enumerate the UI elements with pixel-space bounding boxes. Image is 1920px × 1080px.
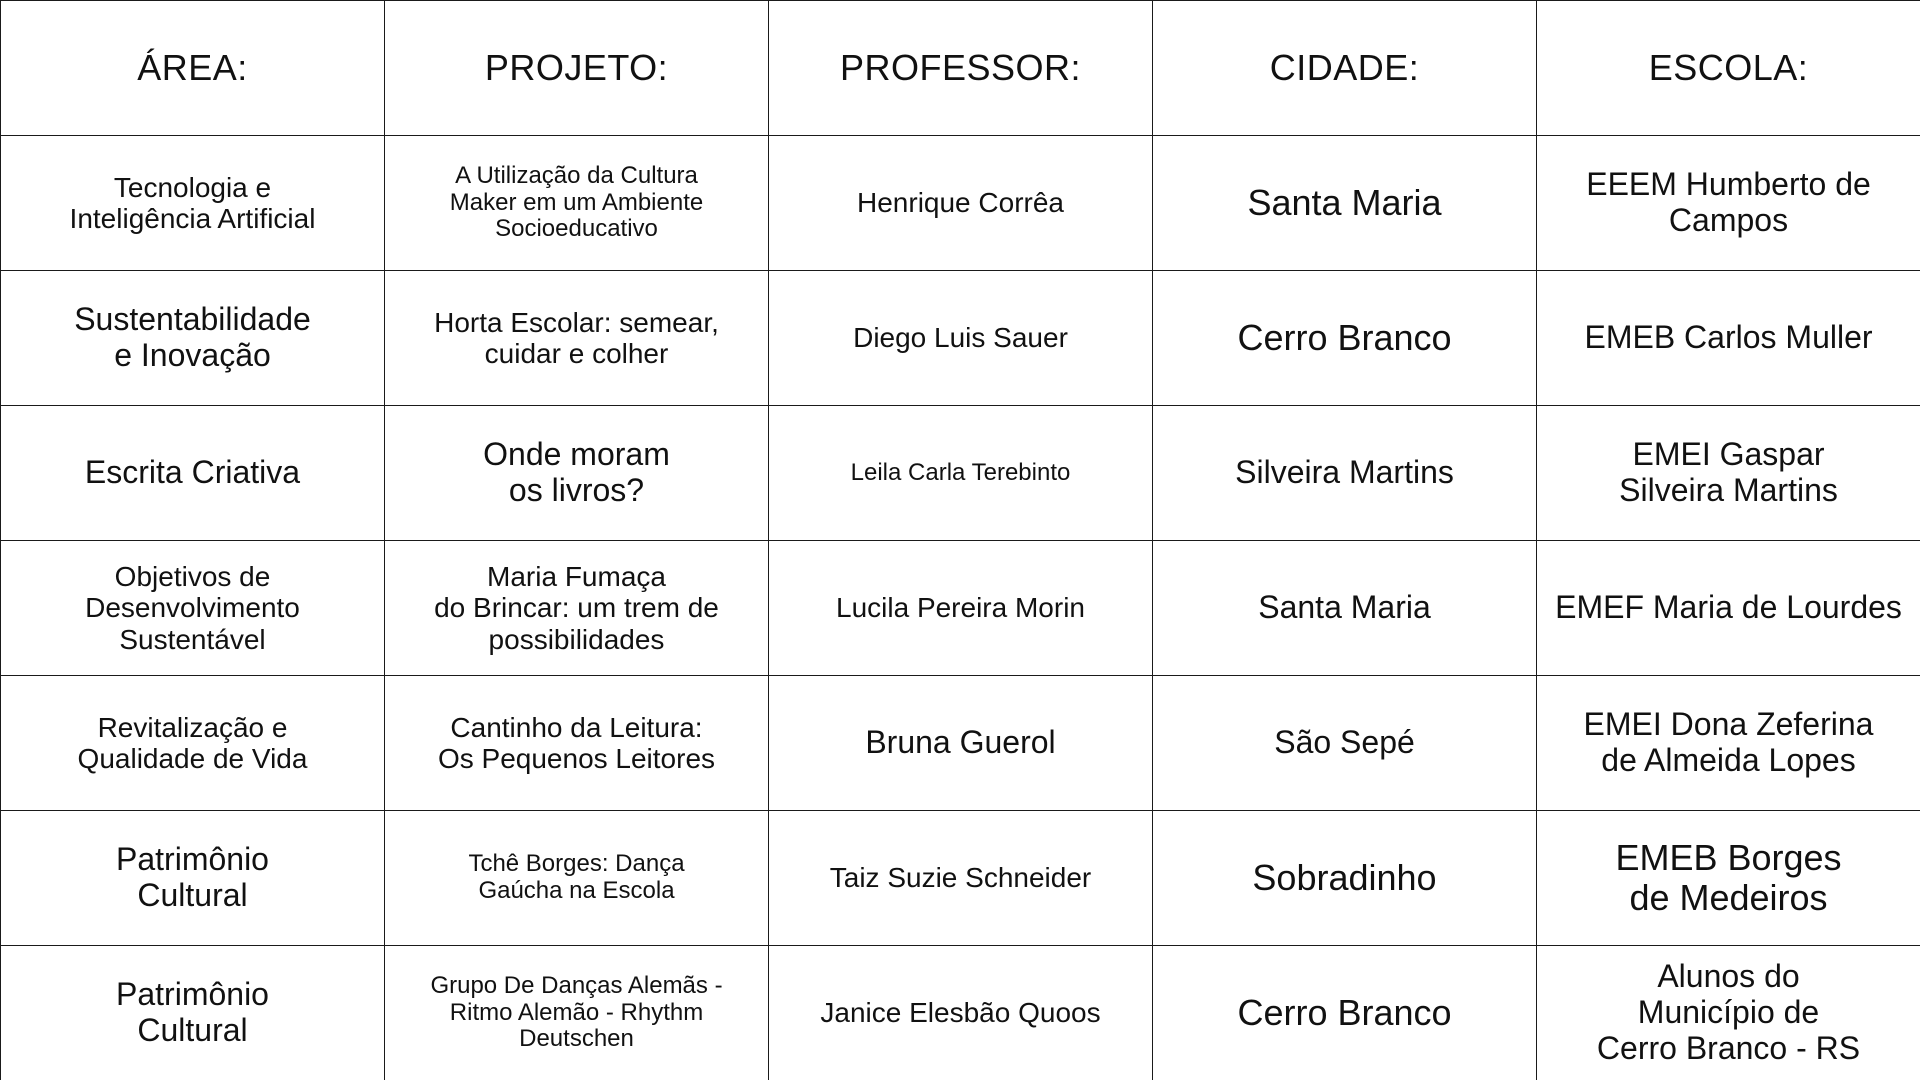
cell-escola: EMEF Maria de Lourdes (1537, 541, 1920, 676)
cell-projeto: Horta Escolar: semear, cuidar e colher (385, 271, 769, 406)
cell-escola: EMEI Dona Zeferina de Almeida Lopes (1537, 676, 1920, 811)
header-escola: ESCOLA: (1537, 1, 1920, 136)
table-row (1, 406, 1920, 541)
cell-projeto: Tchê Borges: Dança Gaúcha na Escola (385, 811, 769, 946)
cell-escola: EMEI Gaspar Silveira Martins (1537, 406, 1920, 541)
cell-professor: Bruna Guerol (769, 676, 1153, 811)
header-row (1, 1, 1920, 136)
table-row (1, 541, 1920, 676)
header-cidade: CIDADE: (1153, 1, 1537, 136)
cell-professor: Leila Carla Terebinto (769, 406, 1153, 541)
cell-area: Tecnologia e Inteligência Artificial (1, 136, 385, 271)
cell-projeto: Grupo De Danças Alemãs - Ritmo Alemão - Rhythm Deutschen (385, 946, 769, 1080)
cell-cidade: Sobradinho (1153, 811, 1537, 946)
table-row (1, 676, 1920, 811)
cell-area: Escrita Criativa (1, 406, 385, 541)
cell-professor: Henrique Corrêa (769, 136, 1153, 271)
cell-cidade: São Sepé (1153, 676, 1537, 811)
cell-cidade: Cerro Branco (1153, 946, 1537, 1080)
table-row (1, 271, 1920, 406)
cell-projeto: A Utilização da Cultura Maker em um Ambiente Socioeducativo (385, 136, 769, 271)
cell-area: Objetivos de Desenvolvimento Sustentável (1, 541, 385, 676)
header-professor: PROFESSOR: (769, 1, 1153, 136)
cell-projeto: Onde moram os livros? (385, 406, 769, 541)
cell-cidade: Silveira Martins (1153, 406, 1537, 541)
cell-cidade: Santa Maria (1153, 541, 1537, 676)
table-row (1, 946, 1920, 1080)
table-row (1, 136, 1920, 271)
cell-escola: Alunos do Município de Cerro Branco - RS (1537, 946, 1920, 1080)
cell-area: Patrimônio Cultural (1, 811, 385, 946)
cell-escola: EMEB Borges de Medeiros (1537, 811, 1920, 946)
cell-professor: Janice Elesbão Quoos (769, 946, 1153, 1080)
table-row (1, 811, 1920, 946)
cell-cidade: Cerro Branco (1153, 271, 1537, 406)
cell-cidade: Santa Maria (1153, 136, 1537, 271)
cell-escola: EEEM Humberto de Campos (1537, 136, 1920, 271)
cell-professor: Taiz Suzie Schneider (769, 811, 1153, 946)
cell-area: Sustentabilidade e Inovação (1, 271, 385, 406)
cell-area: Revitalização e Qualidade de Vida (1, 676, 385, 811)
cell-projeto: Maria Fumaça do Brincar: um trem de possibilidades (385, 541, 769, 676)
cell-projeto: Cantinho da Leitura: Os Pequenos Leitores (385, 676, 769, 811)
cell-area: Patrimônio Cultural (1, 946, 385, 1080)
cell-escola: EMEB Carlos Muller (1537, 271, 1920, 406)
cell-professor: Diego Luis Sauer (769, 271, 1153, 406)
cell-professor: Lucila Pereira Morin (769, 541, 1153, 676)
header-area: ÁREA: (1, 1, 385, 136)
header-projeto: PROJETO: (385, 1, 769, 136)
